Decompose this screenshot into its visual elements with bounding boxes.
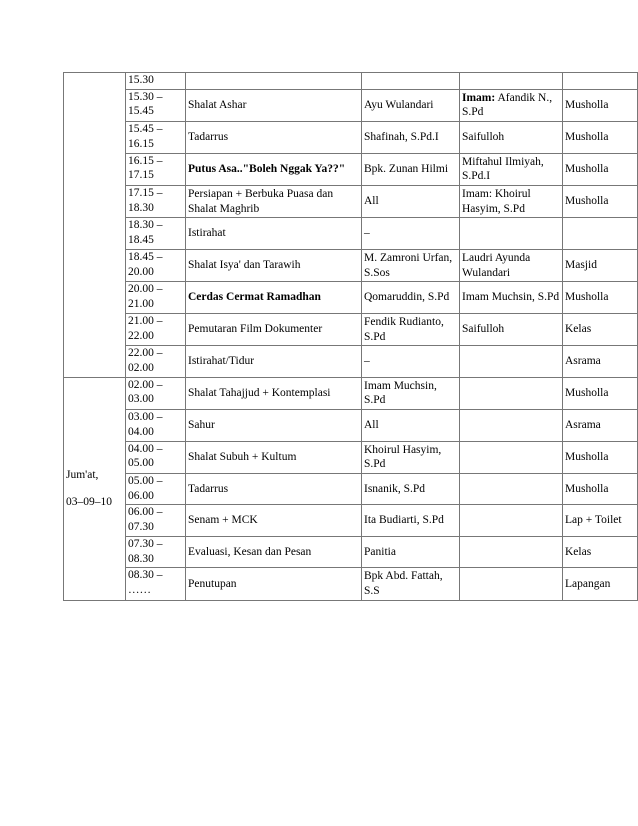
location-cell — [563, 186, 638, 218]
time-cell — [126, 249, 186, 281]
activity-cell — [186, 377, 362, 409]
location-cell — [563, 536, 638, 567]
table-row — [64, 441, 638, 473]
pic-cell-text: Qomaruddin, S.Pd — [364, 291, 450, 304]
pic-cell-text: Imam Muchsin, S.Pd — [364, 379, 437, 407]
location-cell — [563, 282, 638, 313]
table-row — [64, 282, 638, 313]
activity-cell-text: Shalat Ashar — [188, 99, 247, 112]
pic-cell-text: Shafinah, S.Pd.I — [364, 131, 439, 144]
schedule-table — [63, 72, 638, 601]
lead-cell — [460, 505, 563, 536]
lead-cell — [460, 410, 563, 441]
activity-cell — [186, 441, 362, 473]
time-cell-text: 07.30 – 08.30 — [128, 537, 163, 565]
time-cell-text: 03.00 – 04.00 — [128, 411, 163, 438]
pic-cell — [362, 313, 460, 345]
time-cell — [126, 153, 186, 185]
time-cell-text: 21.00 – 22.00 — [128, 314, 163, 342]
location-cell — [563, 73, 638, 90]
activity-cell — [186, 505, 362, 536]
table-row — [64, 73, 638, 90]
location-cell — [563, 377, 638, 409]
time-cell-text: 15.30 — [128, 74, 154, 86]
pic-cell-text: Ayu Wulandari — [364, 99, 434, 112]
location-cell — [563, 313, 638, 345]
activity-cell-text: Persiapan + Berbuka Puasa dan Shalat Maghrib — [188, 188, 334, 215]
time-cell-text: 17.15 – 18.30 — [128, 187, 163, 214]
pic-cell — [362, 186, 460, 218]
pic-cell — [362, 536, 460, 567]
time-cell-text: 02.00 – 03.00 — [128, 378, 163, 406]
time-cell-text: 06.00 – 07.30 — [128, 506, 163, 534]
pic-cell-text: Panitia — [364, 545, 396, 558]
pic-cell — [362, 249, 460, 281]
table-row — [64, 122, 638, 153]
time-cell — [126, 313, 186, 345]
table-row — [64, 89, 638, 121]
activity-cell — [186, 282, 362, 313]
location-cell-text: Musholla — [565, 387, 609, 400]
table-row — [64, 346, 638, 377]
time-cell-text: 15.45 – 16.15 — [128, 123, 163, 150]
time-cell — [126, 282, 186, 313]
table-row — [64, 473, 638, 504]
time-cell-text: 18.45 – 20.00 — [128, 250, 163, 278]
activity-cell-text: Senam + MCK — [188, 514, 258, 527]
lead-cell — [460, 89, 563, 121]
pic-cell — [362, 73, 460, 90]
time-cell — [126, 186, 186, 218]
activity-cell-text: Istirahat — [188, 227, 226, 240]
time-cell — [126, 536, 186, 567]
pic-cell-text: All — [364, 418, 379, 431]
location-cell-text: Musholla — [565, 99, 609, 112]
pic-cell-text: Fendik Rudianto, S.Pd — [364, 315, 444, 343]
time-cell — [126, 505, 186, 536]
lead-cell — [460, 282, 563, 313]
lead-cell — [460, 536, 563, 567]
table-row — [64, 153, 638, 185]
activity-cell-text: Shalat Subuh + Kultum — [188, 450, 297, 463]
location-cell-text: Musholla — [565, 131, 609, 144]
lead-label: Imam: — [462, 91, 496, 104]
location-cell-text: Musholla — [565, 482, 609, 495]
activity-cell — [186, 73, 362, 90]
location-cell — [563, 346, 638, 377]
activity-cell — [186, 473, 362, 504]
activity-cell — [186, 89, 362, 121]
activity-cell-text: Cerdas Cermat Ramadhan — [188, 291, 321, 304]
time-cell — [126, 441, 186, 473]
activity-cell-text: Shalat Tahajjud + Kontemplasi — [188, 387, 331, 400]
pic-cell-text: Bpk Abd. Fattah, S.S — [364, 570, 443, 597]
time-cell-text: 22.00 – 02.00 — [128, 347, 163, 374]
location-cell-text: Asrama — [565, 355, 601, 368]
location-cell-text: Lapangan — [565, 577, 611, 590]
activity-cell — [186, 346, 362, 377]
pic-cell-text: – — [364, 355, 370, 368]
pic-cell — [362, 122, 460, 153]
pic-cell — [362, 473, 460, 504]
activity-cell — [186, 218, 362, 249]
pic-cell — [362, 441, 460, 473]
activity-cell-text: Tadarrus — [188, 131, 229, 144]
pic-cell — [362, 89, 460, 121]
lead-cell-text: Afandik N., S.Pd — [462, 91, 553, 119]
lead-cell — [460, 218, 563, 249]
location-cell-text: Asrama — [565, 418, 601, 431]
activity-cell — [186, 153, 362, 185]
activity-cell-text: Sahur — [188, 418, 215, 431]
pic-cell — [362, 218, 460, 249]
time-cell — [126, 568, 186, 600]
location-cell-text: Kelas — [565, 323, 592, 336]
pic-cell — [362, 505, 460, 536]
time-cell — [126, 473, 186, 504]
activity-cell-text: Evaluasi, Kesan dan Pesan — [188, 545, 312, 558]
location-cell — [563, 89, 638, 121]
pic-cell-text: Isnanik, S.Pd — [364, 482, 426, 495]
activity-cell — [186, 568, 362, 600]
activity-cell — [186, 186, 362, 218]
pic-cell-text: Ita Budiarti, S.Pd — [364, 514, 444, 527]
pic-cell-text: Khoirul Hasyim, S.Pd — [364, 443, 442, 471]
pic-cell-text: – — [364, 227, 370, 240]
day-cell-empty — [64, 73, 126, 378]
time-cell-text: 08.30 – …… — [128, 569, 163, 596]
table-row — [64, 536, 638, 567]
table-row — [64, 410, 638, 441]
activity-cell — [186, 122, 362, 153]
pic-cell — [362, 153, 460, 185]
lead-cell-text: Miftahul Ilmiyah, S.Pd.I — [462, 155, 544, 183]
time-cell-text: 04.00 – 05.00 — [128, 442, 163, 470]
time-cell-text: 16.15 – 17.15 — [128, 154, 163, 182]
pic-cell-text: M. Zamroni Urfan, S.Sos — [364, 251, 453, 279]
location-cell — [563, 568, 638, 600]
lead-cell-text: Saifulloh — [462, 323, 505, 336]
time-cell-text: 05.00 – 06.00 — [128, 474, 163, 502]
lead-cell — [460, 249, 563, 281]
day-date: 03–09–10 — [66, 495, 112, 508]
location-cell — [563, 473, 638, 504]
activity-cell-text: Tadarrus — [188, 482, 229, 495]
pic-cell — [362, 282, 460, 313]
time-cell-text: 18.30 – 18.45 — [128, 219, 163, 247]
lead-cell — [460, 568, 563, 600]
location-cell-text: Musholla — [565, 195, 609, 208]
location-cell — [563, 218, 638, 249]
activity-cell — [186, 536, 362, 567]
lead-cell — [460, 186, 563, 218]
activity-cell-text: Pemutaran Film Dokumenter — [188, 323, 323, 336]
activity-cell-text: Istirahat/Tidur — [188, 355, 255, 368]
table-row — [64, 186, 638, 218]
lead-cell — [460, 346, 563, 377]
time-cell — [126, 346, 186, 377]
pic-cell — [362, 568, 460, 600]
location-cell-text: Lap + Toilet — [565, 514, 622, 527]
location-cell-text: Masjid — [565, 259, 597, 272]
table-row — [64, 249, 638, 281]
location-cell — [563, 505, 638, 536]
table-row — [64, 568, 638, 600]
lead-cell-text: Imam Muchsin, S.Pd — [462, 291, 560, 304]
table-row — [64, 377, 638, 409]
lead-cell — [460, 377, 563, 409]
activity-cell — [186, 410, 362, 441]
lead-cell — [460, 73, 563, 90]
pic-cell — [362, 377, 460, 409]
pic-cell-text: All — [364, 195, 379, 208]
location-cell — [563, 441, 638, 473]
lead-cell-text: Laudri Ayunda Wulandari — [462, 251, 531, 279]
lead-cell — [460, 153, 563, 185]
time-cell — [126, 89, 186, 121]
activity-cell-text: Shalat Isya' dan Tarawih — [188, 259, 301, 272]
activity-cell — [186, 249, 362, 281]
location-cell — [563, 249, 638, 281]
time-cell — [126, 73, 186, 90]
pic-cell — [362, 410, 460, 441]
activity-cell — [186, 313, 362, 345]
day-name: Jum'at, — [66, 469, 99, 482]
day-cell — [64, 377, 126, 600]
time-cell-text: 15.30 – 15.45 — [128, 90, 163, 118]
table-row — [64, 218, 638, 249]
lead-cell — [460, 441, 563, 473]
location-cell-text: Musholla — [565, 450, 609, 463]
time-cell — [126, 377, 186, 409]
location-cell — [563, 153, 638, 185]
activity-cell-text: Penutupan — [188, 577, 237, 590]
lead-cell — [460, 313, 563, 345]
time-cell — [126, 410, 186, 441]
pic-cell — [362, 346, 460, 377]
pic-cell-text: Bpk. Zunan Hilmi — [364, 162, 449, 175]
activity-cell-text: Putus Asa.."Boleh Nggak Ya??" — [188, 162, 346, 175]
location-cell — [563, 122, 638, 153]
lead-cell-text: Saifulloh — [462, 131, 505, 144]
time-cell — [126, 122, 186, 153]
location-cell-text: Musholla — [565, 162, 609, 175]
location-cell-text: Musholla — [565, 291, 609, 304]
lead-cell-text: Imam: Khoirul Hasyim, S.Pd — [462, 188, 531, 215]
lead-cell — [460, 473, 563, 504]
lead-cell — [460, 122, 563, 153]
table-row — [64, 505, 638, 536]
time-cell — [126, 218, 186, 249]
table-row — [64, 313, 638, 345]
time-cell-text: 20.00 – 21.00 — [128, 283, 163, 311]
location-cell-text: Kelas — [565, 545, 592, 558]
location-cell — [563, 410, 638, 441]
